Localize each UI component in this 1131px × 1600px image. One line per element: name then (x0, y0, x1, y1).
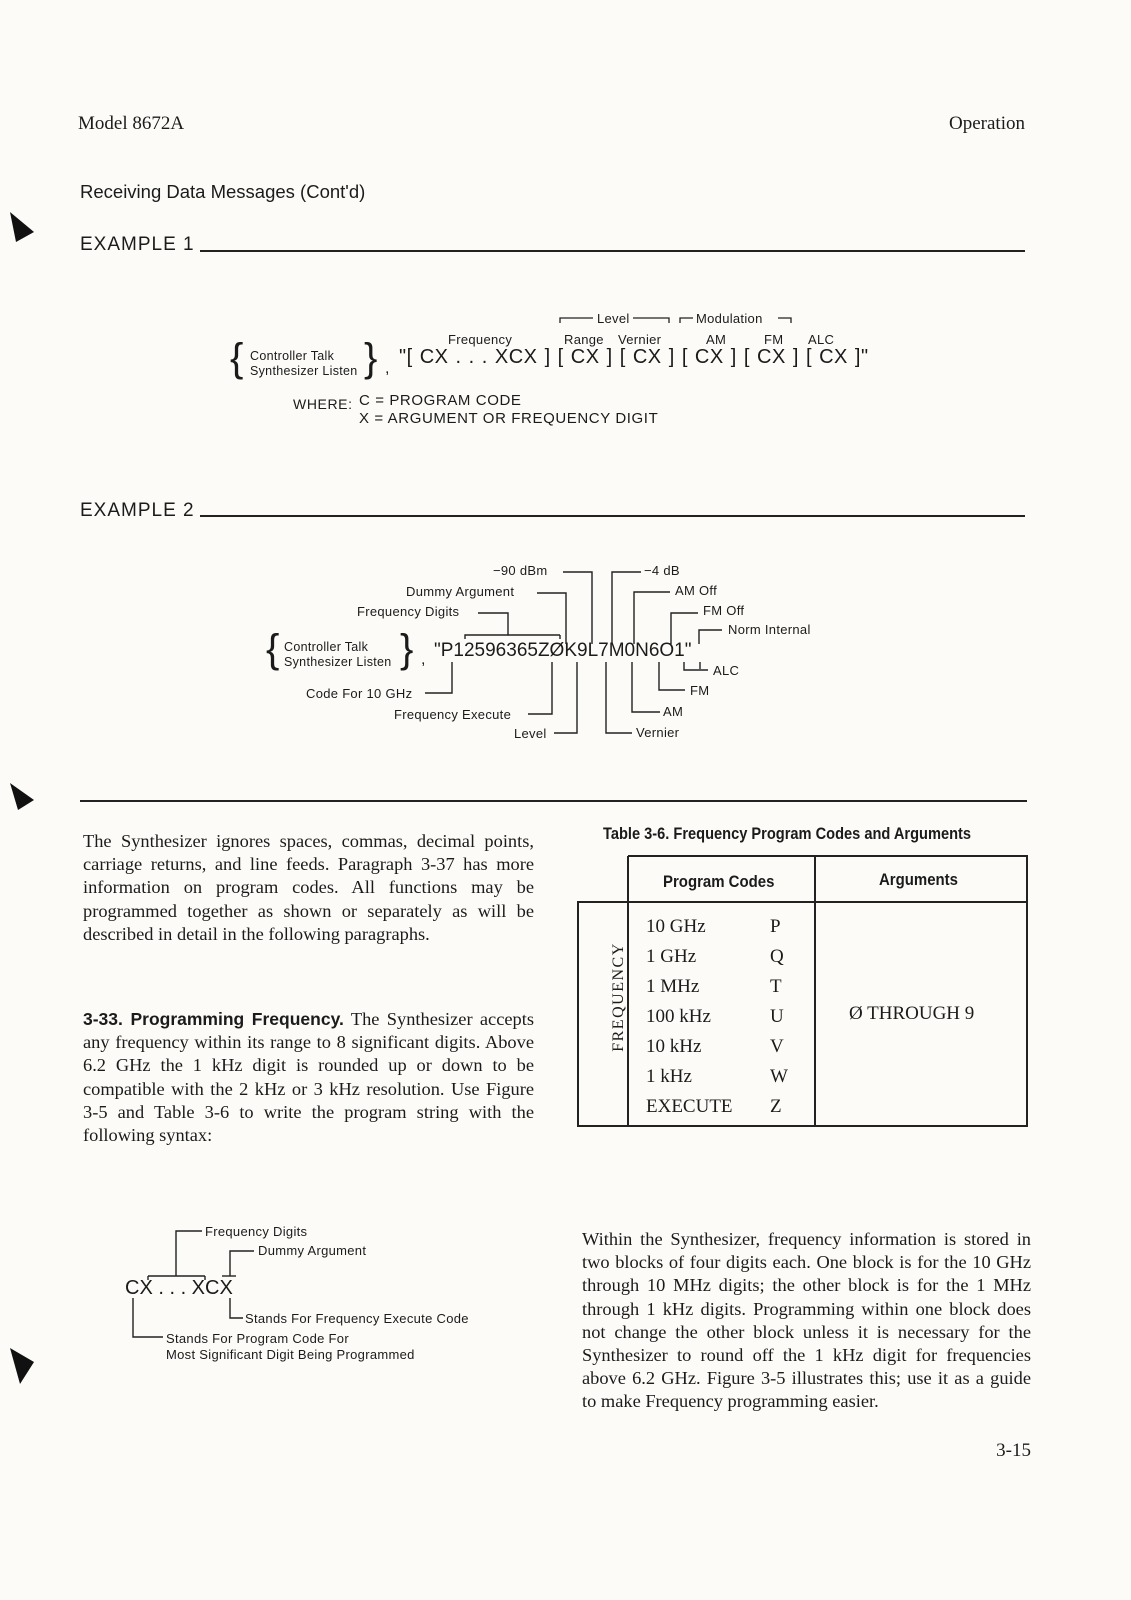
table36-row (646, 916, 796, 946)
page-subtitle: Receiving Data Messages (Cont'd) (80, 181, 366, 202)
table36-row (646, 946, 796, 976)
table36-rows (646, 916, 796, 1126)
table36-unit: 10 GHz (646, 916, 706, 937)
section-header: Operation (949, 113, 1025, 134)
ex2-label-am: AM (663, 704, 684, 719)
table36-unit: 1 MHz (646, 976, 700, 997)
ex2-program-string: "P12596365ZØK9L7M0N6O1" (434, 640, 692, 661)
ex2-label-freq-digits: Frequency Digits (357, 604, 460, 619)
example1-heading: EXAMPLE 1 (80, 234, 195, 255)
table36-row (646, 1096, 796, 1126)
table36-unit: 10 kHz (646, 1036, 702, 1057)
ex1-label-am: AM (706, 332, 727, 347)
table36-row (646, 1006, 796, 1036)
ex2-label-4db: −4 dB (644, 563, 680, 578)
table36-code: V (770, 1036, 784, 1057)
ex2-label-vernier: Vernier (636, 725, 680, 740)
table36-unit: 100 kHz (646, 1006, 711, 1027)
ex1-label-alc: ALC (808, 332, 835, 347)
ex1-modulation-group: Modulation (696, 311, 763, 326)
ex1-right-brace: } (364, 336, 378, 380)
ex1-label-vernier: Vernier (618, 332, 662, 347)
ex1-comma: , (385, 360, 390, 377)
ex2-left-brace: { (266, 627, 280, 671)
ex2-label-dummy: Dummy Argument (406, 584, 515, 599)
table36-row (646, 1036, 796, 1066)
model-header: Model 8672A (78, 113, 185, 134)
table36-unit: EXECUTE (646, 1096, 733, 1117)
ex1-where-c: C = PROGRAM CODE (359, 392, 522, 409)
table36-code: T (770, 976, 782, 997)
table36-col-arguments[interactable]: Arguments (879, 870, 958, 889)
ex1-brace-talk: Controller Talk (250, 349, 335, 363)
ex2-label-code10: Code For 10 GHz (306, 686, 413, 701)
ex1-label-fm: FM (764, 332, 784, 347)
table36-col-program-codes[interactable]: Program Codes (663, 872, 775, 891)
ex2-label-90dbm: −90 dBm (493, 563, 548, 578)
ex2-brace-talk: Controller Talk (284, 640, 369, 654)
table36-code: U (770, 1006, 784, 1027)
table36-unit: 1 kHz (646, 1066, 692, 1087)
ex2-comma: , (421, 651, 426, 668)
table36-side-label: FREQUENCY (610, 942, 627, 1052)
ex1-label-range: Range (564, 332, 604, 347)
ex2-label-alc: ALC (713, 663, 740, 678)
ex1-level-group: Level (597, 311, 630, 326)
table36-unit: 1 GHz (646, 946, 697, 967)
table36-code: Q (770, 946, 784, 967)
syntax-label-dummy: Dummy Argument (258, 1243, 367, 1258)
table36-title: Table 3-6. Frequency Program Codes and Arguments (603, 824, 972, 843)
ex1-brace-listen: Synthesizer Listen (250, 364, 358, 378)
ex1-where-x: X = ARGUMENT OR FREQUENCY DIGIT (359, 410, 659, 427)
ex1-where-label: WHERE: (293, 396, 353, 412)
ex2-brace-listen: Synthesizer Listen (284, 655, 392, 669)
right-paragraph: Within the Synthesizer, frequency information is stored in two blocks of four digits each. One block is for the 10 GHz through 10 MHz digits; the other block is for the 1 MHz through 1 kHz digits. Programming within one block does not change the other block unless it is necessary for the Synthesizer to round off the 1 kHz digit for frequencies above 6.2 GHz. Figure 3-5 illustrates this; use it as a guide to make Frequency programming easier. (582, 1229, 1031, 1412)
table36-code: Z (770, 1096, 782, 1117)
syntax-label-freq-digits: Frequency Digits (205, 1224, 308, 1239)
table36-grid (577, 855, 1028, 1127)
syntax-string: CX . . . XCX (125, 1277, 233, 1299)
syntax-label-program-2: Most Significant Digit Being Programmed (166, 1347, 415, 1362)
table36 (577, 855, 1028, 1127)
table36-row (646, 1066, 796, 1096)
table36-argument: Ø THROUGH 9 (849, 1003, 975, 1024)
syntax-label-program-1: Stands For Program Code For (166, 1331, 349, 1346)
table36-code: W (770, 1066, 788, 1087)
ex2-label-fm-off: FM Off (703, 603, 745, 618)
page-number: 3-15 (996, 1440, 1031, 1461)
example2-heading: EXAMPLE 2 (80, 500, 195, 521)
ex2-label-fm: FM (690, 683, 710, 698)
table36-code: P (770, 916, 781, 937)
intro-paragraph: The Synthesizer ignores spaces, commas, decimal points, carriage returns, and line feeds. Paragraph 3-37 has more information on program codes. All functions may be programmed together as shown or separately as will be described in detail in the following paragraphs. (83, 831, 534, 944)
section-333-heading: 3-33. Programming Frequency. (83, 1009, 344, 1029)
ex2-label-freq-execute: Frequency Execute (394, 707, 512, 722)
ex1-left-brace: { (230, 336, 244, 380)
ex2-right-brace: } (400, 627, 414, 671)
section-333-body: The Synthesizer accepts any frequency within its range to 8 significant digits. Above 6.2 GHz the 1 kHz digit is rounded up or down to be compatible with the 2 kHz or 3 kHz resolution. Use Figure 3-5 and Table 3-6 to write the program string with the following syntax: (83, 1009, 534, 1146)
ex2-label-norm-internal: Norm Internal (728, 622, 811, 637)
ex1-label-frequency: Frequency (448, 332, 513, 347)
syntax-label-execute: Stands For Frequency Execute Code (245, 1311, 469, 1326)
ex1-syntax: "[ CX . . . XCX ] [ CX ] [ CX ] [ CX ] [ CX ] [ CX ]" (399, 346, 869, 368)
ex2-label-level: Level (514, 726, 547, 741)
ex2-label-am-off: AM Off (675, 583, 718, 598)
table36-row (646, 976, 796, 1006)
